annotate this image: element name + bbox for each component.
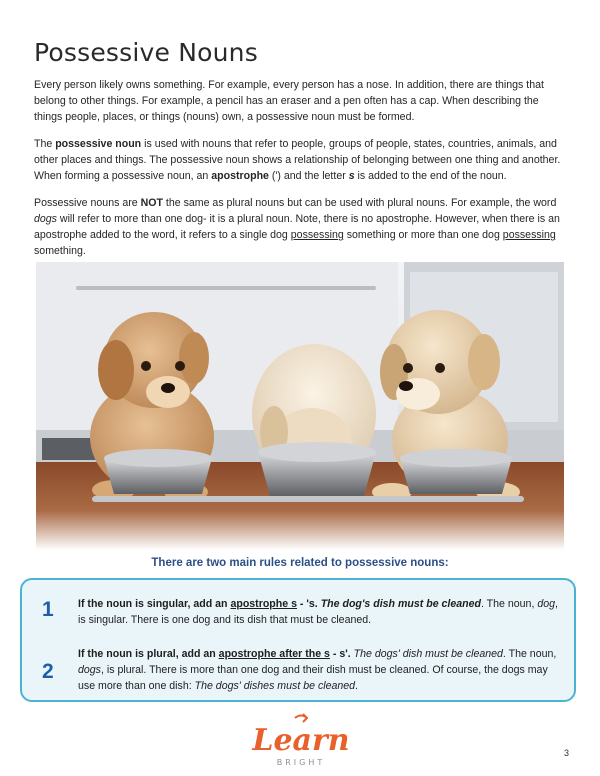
learn-bright-logo: [243, 712, 359, 768]
rule-example: The dogs' dish must be cleaned: [353, 648, 503, 660]
definition-paragraph: The possessive noun is used with nouns that refer to people, groups of people, states, countries, animals, and other places and things. The possessive noun shows a relationship of belonging between one thing and another. When forming a possessive noun, an apostrophe (') and the letter s is added to the end of the noun.: [34, 138, 561, 182]
rules-box: [20, 578, 576, 702]
term-letter-s: s: [348, 170, 355, 182]
example-word-dogs: dogs: [34, 213, 57, 225]
logo-word: Learn: [252, 723, 350, 758]
term-apostrophe: apostrophe: [211, 170, 269, 182]
page-number: 3: [564, 748, 570, 758]
rule-example: The dogs' dishes must be cleaned: [194, 680, 356, 692]
underlined-possessing: possessing: [290, 229, 344, 241]
plural-comparison-paragraph: Possessive nouns are NOT the same as plural nouns but can be used with plural nouns. For example, the word dogs will refer to more than one dog- it is a plural noun. Note, there is no apostrophe. However, when there is an apostrophe added to the word, it refers to a single dog possessing something or more than one dog possessing something.: [34, 197, 560, 257]
rule-singular: If the noun is singular, add an apostrophe s - 's. The dog's dish must be cleaned. The noun, dog, is singular. There is one dog and its dish that must be cleaned.: [78, 598, 558, 626]
intro-paragraph: Every person likely owns something. For example, every person has a nose. In addition, there are things that belong to other things. For example, a pencil has an eraser and a pen often has a cap. When describing the things people, places, or things (nouns) own, a possessive noun must be formed.: [34, 79, 544, 123]
term-possessive-noun: possessive noun: [55, 138, 142, 150]
underlined-possessing: possessing: [502, 229, 556, 241]
rule-number: 1: [42, 598, 54, 621]
emphasis-not: NOT: [140, 197, 163, 209]
rule-plural: If the noun is plural, add an apostrophe after the s - s'. The dogs' dish must be cleaned. The noun, dogs, is plural. There is more than one dog and their dish must be cleaned. Of course, the dogs may use more than one dish: The dogs' dishes must be cleaned.: [78, 648, 557, 692]
rule-number: 2: [42, 660, 54, 683]
puppies-photo: [36, 262, 564, 550]
rules-heading: There are two main rules related to possessive nouns:: [151, 557, 449, 569]
rule-example: The dog's dish must be cleaned: [320, 598, 481, 610]
logo-subword: BRIGHT: [276, 758, 326, 767]
underlined-apostrophe-s: apostrophe s: [230, 598, 297, 610]
underlined-apostrophe-after-s: apostrophe after the s: [218, 648, 330, 660]
page-title: Possessive Nouns: [34, 38, 258, 67]
